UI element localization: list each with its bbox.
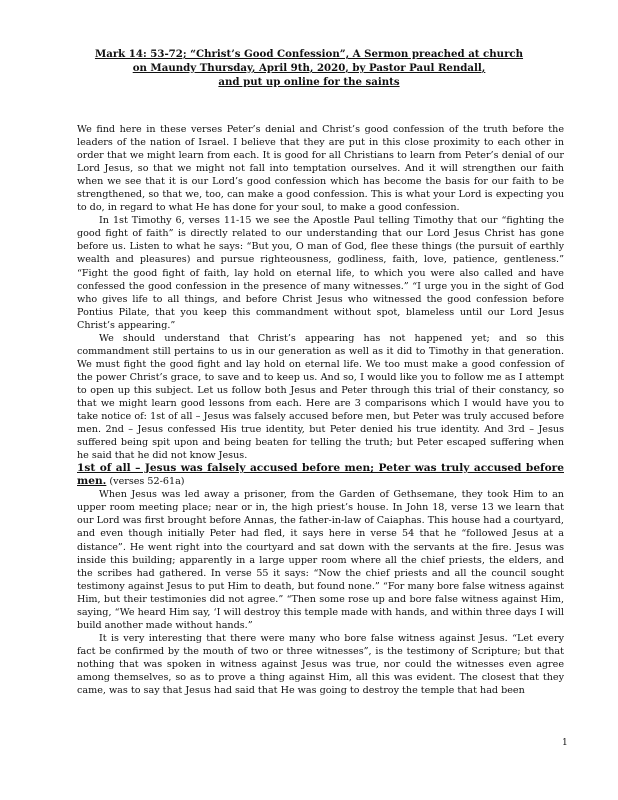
title-line-3: and put up online for the saints bbox=[218, 76, 400, 88]
sermon-title bbox=[60, 47, 558, 89]
paragraph-4: When Jesus was led away a prisoner, from the Garden of Gethsemane, they took Him to an upper room meeting place; near or in, the high priest’s house. In John 18, verse 13 we learn that our Lord was first brought before Annas, the father-in-law of Caiaphas. This house had a courtyard, and even though initially Peter had fled, it says here in verse 54 that he “followed Jesus at a distance”. He went right into the courtyard and sat down with the servants at the fire. Jesus was inside this building; apparently in a large upper room where all the chief priests, the elders, and the scribes had gathered. In verse 55 it says: “Now the chief priests and all the council sought testimony against Jesus to put Him to death, but found none.” “For many bore false witness against Him, but their testimonies did not agree.” “Then some rose up and bore false witness against Him, saying, “We heard Him say, ‘I will destroy this temple made with hands, and within three days I will build another made without hands.” bbox=[77, 489, 564, 631]
title-line-1: Mark 14: 53-72; “Christ’s Good Confession”, A Sermon preached at church bbox=[94, 48, 524, 60]
section-heading-text: 1st of all – Jesus was falsely accused before men; Peter was truly accused before men. bbox=[77, 462, 564, 488]
paragraph-3: We should understand that Christ’s appearing has not happened yet; and so this commandment still pertains to us in our generation as well as it did to Timothy in that generation. We must fight the good fight and lay hold on eternal life. We too must make a good confession of the power Christ’s grace, to save and to keep us. And so, I would like you to follow me as I attempt to open up this subject. Let us follow both Jesus and Peter through this trial of their constancy, so that we might learn good lessons from each. Here are 3 comparisons which I would have you to take notice of: 1st of all – Jesus was falsely accused before men, but Peter was truly accused before men. 2nd – Jesus confessed His true identity, but Peter denied his true identity. And 3rd – Jesus suffered being spit upon and being beaten for telling the truth; but Peter escaped suffering when he said that he did not know Jesus. bbox=[77, 332, 564, 462]
section-heading bbox=[77, 462, 564, 488]
paragraph-1: We find here in these verses Peter’s denial and Christ’s good confession of the truth before the leaders of the nation of Israel. I believe that they are put in this close proximity to each other in order that we might learn from each. It is good for all Christians to learn from Peter’s denial of our Lord Jesus, so that we might not fall into temptation ourselves. And it will strengthen our faith when we see that it is our Lord’s good confession which has become the basis for our faith to be strengthened, so that we, too, can make a good confession. This is what your Lord is expecting you to do, in regard to what He has done for your soul, to make a good confession. bbox=[77, 124, 564, 214]
page-number: 1 bbox=[562, 738, 568, 748]
paragraph-5: It is very interesting that there were many who bore false witness against Jesus. “Let every fact be confirmed by the mouth of two or three witnesses”, is the testimony of Scripture; but that nothing that was spoken in witness against Jesus was true, nor could the witnesses even agree among themselves, so as to prove a thing against Him, all this was evident. The closest that they came, was to say that Jesus had said that He was going to destroy the temple that had been bbox=[77, 632, 564, 697]
section-heading-reference: (verses 52-61a) bbox=[109, 476, 185, 488]
title-line-2: on Maundy Thursday, April 9th, 2020, by Pastor Paul Rendall, bbox=[132, 62, 486, 74]
sermon-body bbox=[77, 123, 564, 697]
paragraph-2: In 1st Timothy 6, verses 11-15 we see the Apostle Paul telling Timothy that our “fighting the good fight of faith” is directly related to our understanding that our Lord Jesus Christ has gone before us. Listen to what he says: “But you, O man of God, flee these things (the pursuit of earthly wealth and pleasures) and pursue righteousness, godliness, faith, love, patience, gentleness.” “Fight the good fight of faith, lay hold on eternal life, to which you were also called and have confessed the good confession in the presence of many witnesses.” “I urge you in the sight of God who gives life to all things, and before Christ Jesus who witnessed the good confession before Pontius Pilate, that you keep this commandment without spot, blameless until our Lord Jesus Christ’s appearing.” bbox=[77, 215, 564, 331]
